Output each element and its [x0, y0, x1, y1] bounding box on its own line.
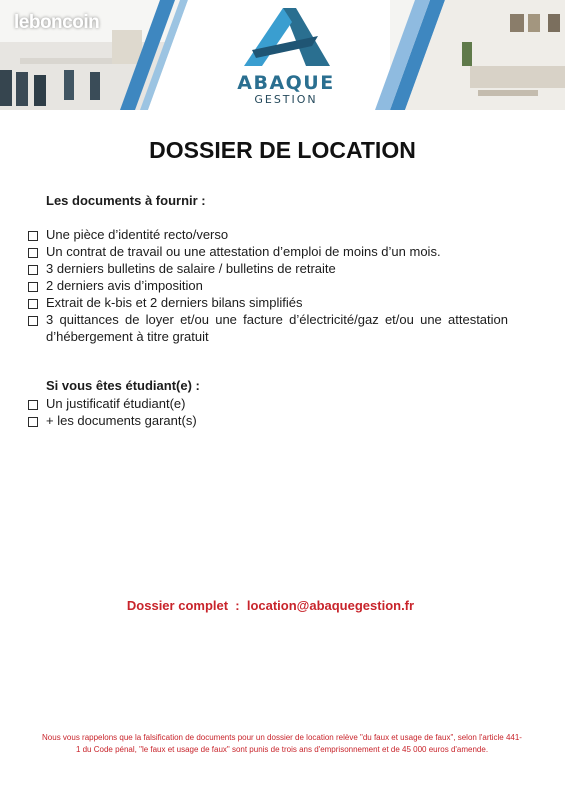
checkbox-icon [28, 265, 38, 275]
checklist-item-text: 3 derniers bulletins de salaire / bulletins de retraite [46, 261, 336, 276]
checklist-item-text: Extrait de k-bis et 2 derniers bilans simplifiés [46, 295, 303, 310]
checklist-item [28, 412, 508, 429]
checklist-item-text: 3 quittances de loyer et/ou une facture d’électricité/gaz et/ou une attestation d’hébergement à titre gratuit [46, 312, 508, 344]
checkbox-icon [28, 248, 38, 258]
legal-notice: Nous vous rappelons que la falsification de documents pour un dossier de location relève "du faux et usage de faux", selon l'article 441-1 du Code pénal, "le faux et usage de faux" sont punis de trois ans d'emprisonnement et de 45 000 euros d'amende. [42, 733, 522, 754]
logo-subtitle: GESTION [254, 93, 318, 106]
checkbox-icon [28, 231, 38, 241]
checkbox-icon [28, 282, 38, 292]
checklist-item-text: Un justificatif étudiant(e) [46, 396, 186, 411]
checklist-item [28, 395, 508, 412]
checklist-item [28, 226, 508, 243]
logo-name: ABAQUE [237, 72, 335, 94]
checkbox-icon [28, 299, 38, 309]
contact-line: Dossier complet : location@abaquegestion.fr [126, 598, 415, 613]
checklist-item-text: Une pièce d’identité recto/verso [46, 227, 229, 242]
checklist-item [28, 311, 508, 345]
checklist-item-text: Un contrat de travail ou une attestation d’emploi de moins d’un mois. [46, 244, 441, 259]
checkbox-icon [28, 400, 38, 410]
page-title: DOSSIER DE LOCATION [149, 137, 416, 163]
checklist-item [28, 243, 508, 260]
checkbox-icon [28, 316, 38, 326]
checklist-item-text: + les documents garant(s) [46, 413, 197, 428]
students-heading: Si vous êtes étudiant(e) : [46, 378, 200, 393]
leboncoin-watermark: leboncoin [14, 12, 100, 33]
checklist-item-text: 2 derniers avis d’imposition [46, 278, 203, 293]
checklist-item [28, 260, 508, 277]
documents-heading: Les documents à fournir : [46, 193, 206, 208]
students-checklist [28, 395, 508, 429]
checklist-item [28, 277, 508, 294]
header-banner [0, 0, 565, 110]
checkbox-icon [28, 417, 38, 427]
checklist-item [28, 294, 508, 311]
documents-checklist [28, 226, 508, 345]
